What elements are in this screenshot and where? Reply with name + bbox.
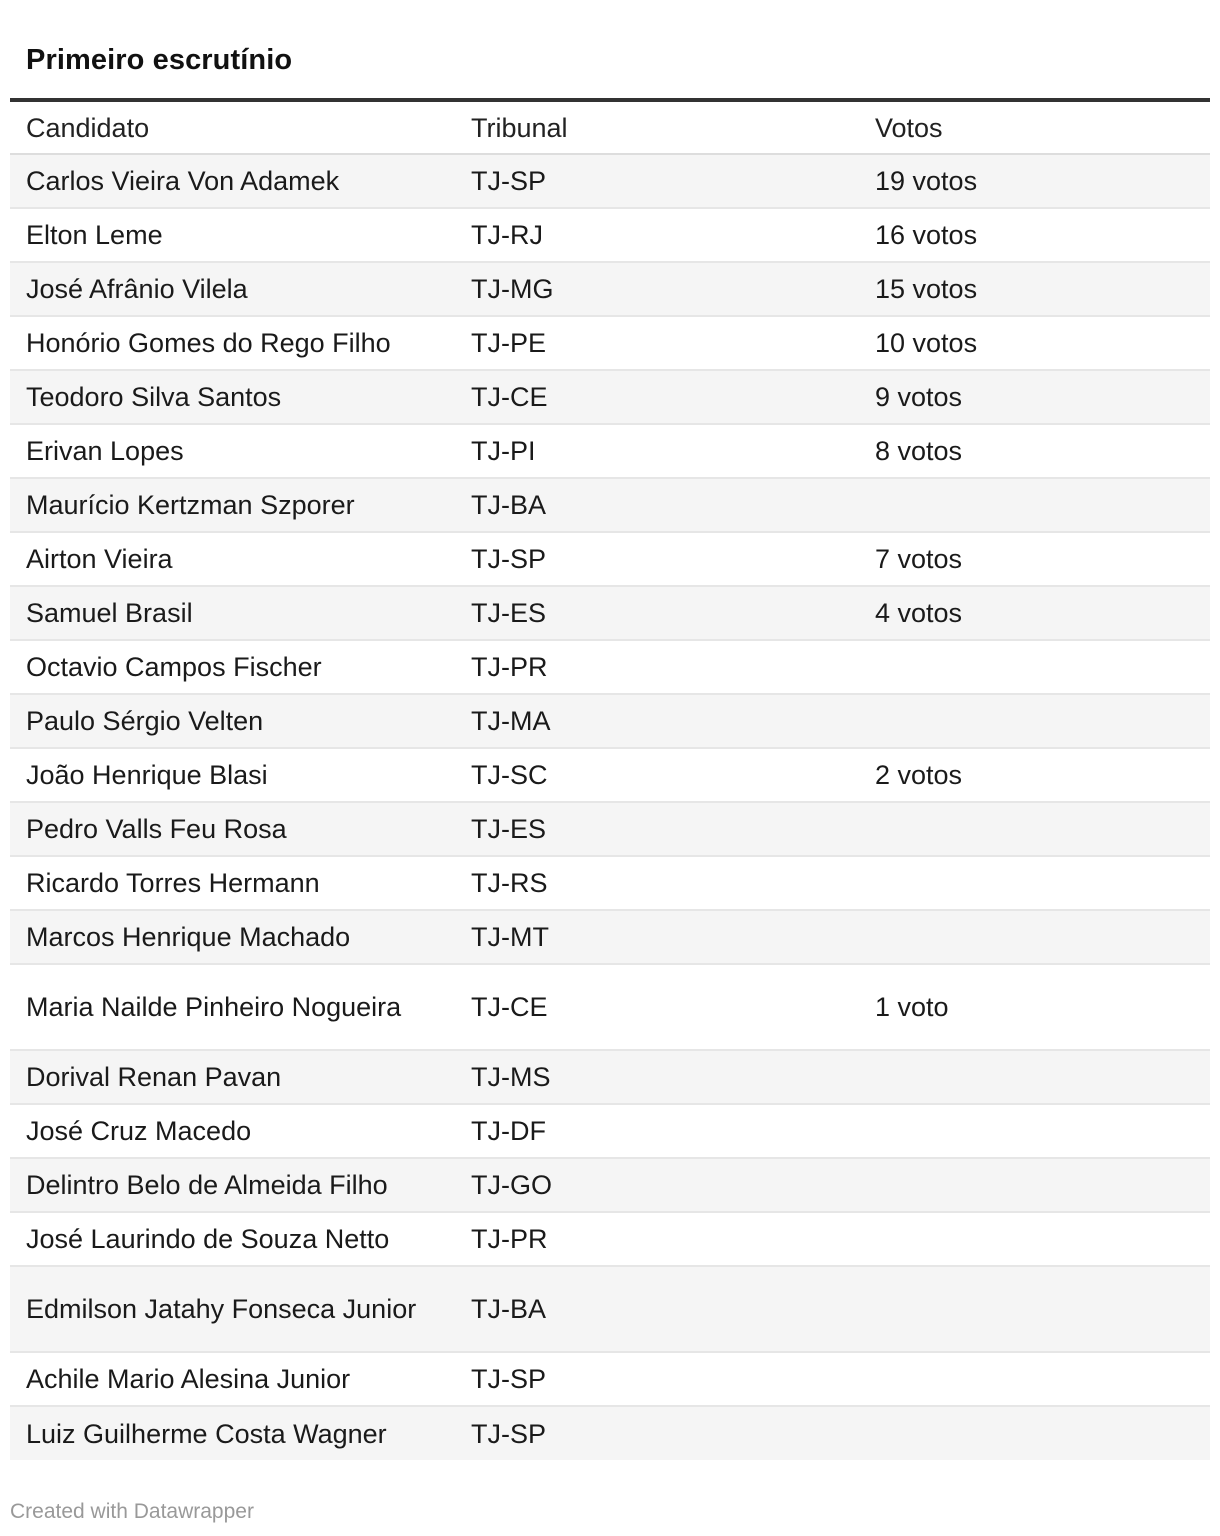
cell-votos: 1 voto (875, 992, 949, 1022)
table-row (10, 640, 1210, 694)
table-row (10, 532, 1210, 586)
cell-tribunal: TJ-SP (471, 166, 547, 196)
cell-tribunal: TJ-SP (471, 1364, 547, 1394)
cell-votos (859, 1104, 1210, 1158)
cell-candidato: Edmilson Jatahy Fonseca Junior (26, 1294, 417, 1324)
cell-votos (859, 640, 1210, 694)
cell-tribunal: TJ-SP (471, 1418, 547, 1449)
cell-tribunal: TJ-ES (471, 598, 547, 628)
cell-votos (859, 1050, 1210, 1104)
cell-candidato: Delintro Belo de Almeida Filho (26, 1170, 388, 1200)
cell-tribunal: TJ-BA (471, 490, 547, 520)
cell-votos: 19 votos (875, 166, 978, 196)
table-row (10, 1104, 1210, 1158)
table-row (10, 964, 1210, 1050)
cell-votos: 8 votos (875, 436, 963, 466)
cell-candidato: Marcos Henrique Machado (26, 922, 351, 952)
table-row (10, 1266, 1210, 1352)
cell-candidato: Maria Nailde Pinheiro Nogueira (26, 992, 402, 1022)
cell-candidato: Maurício Kertzman Szporer (26, 490, 355, 520)
cell-votos (859, 1158, 1210, 1212)
cell-tribunal: TJ-RJ (471, 220, 543, 250)
table-row (10, 154, 1210, 208)
table-row (10, 424, 1210, 478)
cell-votos: 7 votos (875, 544, 963, 574)
cell-tribunal: TJ-MT (471, 922, 549, 952)
cell-candidato: Octavio Campos Fischer (26, 652, 322, 682)
cell-votos (859, 802, 1210, 856)
cell-votos (859, 910, 1210, 964)
cell-candidato: Luiz Guilherme Costa Wagner (26, 1418, 387, 1449)
table-row (10, 586, 1210, 640)
cell-votos (859, 1406, 1210, 1460)
cell-candidato: Honório Gomes do Rego Filho (26, 328, 391, 358)
cell-votos (859, 694, 1210, 748)
cell-tribunal: TJ-MS (471, 1062, 551, 1092)
table-row (10, 694, 1210, 748)
column-header-candidato[interactable]: Candidato (10, 100, 455, 154)
table-row (10, 1158, 1210, 1212)
cell-tribunal: TJ-CE (471, 382, 548, 412)
cell-votos (859, 1266, 1210, 1352)
cell-candidato: Achile Mario Alesina Junior (26, 1364, 351, 1394)
table-row (10, 208, 1210, 262)
cell-tribunal: TJ-CE (471, 992, 548, 1022)
cell-votos: 10 votos (875, 328, 978, 358)
cell-tribunal: TJ-PI (471, 436, 536, 466)
cell-tribunal: TJ-ES (471, 814, 547, 844)
cell-candidato: João Henrique Blasi (26, 760, 268, 790)
table-body (10, 154, 1210, 1460)
credit-footer: Created with Datawrapper (10, 1500, 254, 1523)
cell-votos: 2 votos (875, 760, 963, 790)
cell-candidato: Paulo Sérgio Velten (26, 706, 264, 736)
chart-title: Primeiro escrutínio (26, 44, 293, 76)
results-table-container (10, 98, 1210, 1460)
cell-candidato: José Laurindo de Souza Netto (26, 1224, 390, 1254)
table-row (10, 910, 1210, 964)
table-row (10, 1212, 1210, 1266)
cell-tribunal: TJ-MG (471, 274, 554, 304)
table-row (10, 262, 1210, 316)
cell-candidato: José Cruz Macedo (26, 1116, 252, 1146)
results-table (10, 98, 1210, 1460)
table-row (10, 1352, 1210, 1406)
column-header-votos[interactable]: Votos (859, 100, 1210, 154)
cell-candidato: Samuel Brasil (26, 598, 193, 628)
table-row (10, 802, 1210, 856)
cell-tribunal: TJ-BA (471, 1294, 547, 1324)
cell-candidato: Elton Leme (26, 220, 163, 250)
cell-votos: 16 votos (875, 220, 978, 250)
cell-votos (859, 1352, 1210, 1406)
cell-tribunal: TJ-SC (471, 760, 548, 790)
cell-tribunal: TJ-DF (471, 1116, 546, 1146)
cell-candidato: Airton Vieira (26, 544, 173, 574)
table-row (10, 856, 1210, 910)
cell-votos: 9 votos (875, 382, 963, 412)
cell-candidato: José Afrânio Vilela (26, 274, 248, 304)
column-header-tribunal[interactable]: Tribunal (455, 100, 859, 154)
table-row (10, 316, 1210, 370)
cell-votos (859, 478, 1210, 532)
table-row (10, 1050, 1210, 1104)
table-row (10, 748, 1210, 802)
cell-tribunal: TJ-GO (471, 1170, 552, 1200)
cell-tribunal: TJ-SP (471, 544, 547, 574)
table-row (10, 370, 1210, 424)
cell-candidato: Dorival Renan Pavan (26, 1062, 282, 1092)
cell-tribunal: TJ-MA (471, 706, 551, 736)
cell-candidato: Carlos Vieira Von Adamek (26, 166, 340, 196)
table-row (10, 478, 1210, 532)
cell-candidato: Ricardo Torres Hermann (26, 868, 320, 898)
cell-votos: 15 votos (875, 274, 978, 304)
cell-votos (859, 856, 1210, 910)
cell-candidato: Erivan Lopes (26, 436, 184, 466)
table-header-row (10, 100, 1210, 154)
cell-votos (859, 1212, 1210, 1266)
cell-tribunal: TJ-RS (471, 868, 548, 898)
cell-tribunal: TJ-PE (471, 328, 547, 358)
cell-candidato: Pedro Valls Feu Rosa (26, 814, 287, 844)
cell-candidato: Teodoro Silva Santos (26, 382, 282, 412)
cell-votos: 4 votos (875, 598, 963, 628)
cell-tribunal: TJ-PR (471, 1224, 548, 1254)
table-row (10, 1406, 1210, 1460)
cell-tribunal: TJ-PR (471, 652, 548, 682)
